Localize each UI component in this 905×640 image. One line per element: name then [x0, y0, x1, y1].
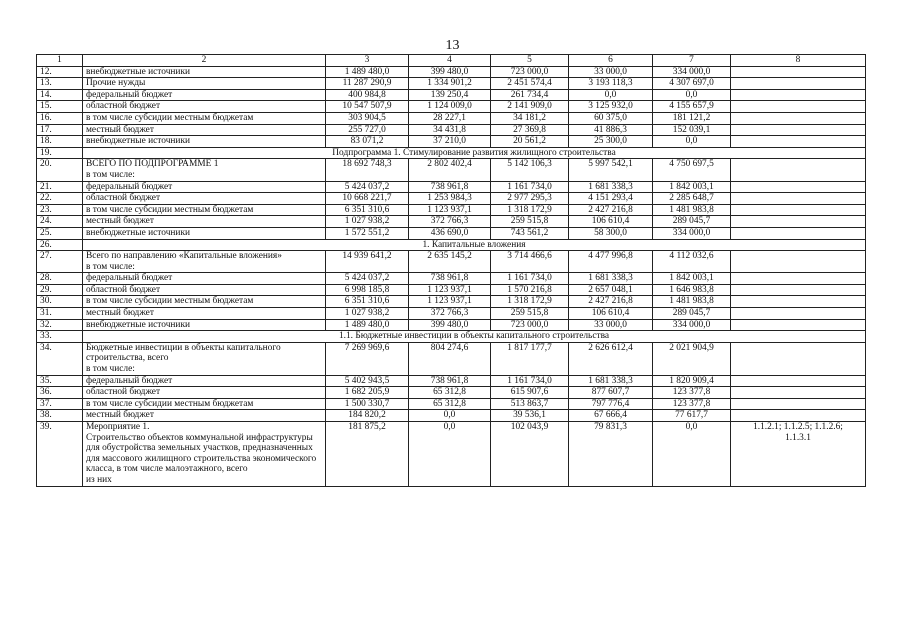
value-col-3: 18 692 748,3	[326, 159, 409, 181]
value-col-3: 303 904,5	[326, 112, 409, 124]
section-title: 1. Капитальные вложения	[83, 239, 866, 251]
table-row	[37, 78, 866, 90]
reference-col-8	[731, 216, 866, 228]
row-number: 25.	[37, 227, 83, 239]
value-col-3: 1 500 330,7	[326, 398, 409, 410]
table-row	[37, 112, 866, 124]
value-col-4: 804 274,6	[409, 342, 491, 375]
table-body	[37, 55, 866, 487]
row-label: Бюджетные инвестиции в объекты капитального строительства, всего в том числе:	[83, 342, 326, 375]
row-label: Всего по направлению «Капитальные вложения» в том числе:	[83, 251, 326, 273]
value-col-4: 1 253 984,3	[409, 193, 491, 205]
value-col-4: 65 312,8	[409, 398, 491, 410]
value-col-6: 2 657 048,1	[569, 284, 653, 296]
value-col-4: 372 766,3	[409, 216, 491, 228]
value-col-6: 60 375,0	[569, 112, 653, 124]
reference-col-8: 1.1.2.1; 1.1.2.5; 1.1.2.6; 1.1.3.1	[731, 422, 866, 487]
value-col-6: 41 886,3	[569, 124, 653, 136]
row-number: 14.	[37, 89, 83, 101]
row-number: 20.	[37, 159, 83, 181]
table-row	[37, 375, 866, 387]
value-col-4: 1 124 009,0	[409, 101, 491, 113]
page-number: 13	[445, 38, 460, 53]
row-number: 15.	[37, 101, 83, 113]
value-col-4: 1 123 937,1	[409, 284, 491, 296]
table-row	[37, 284, 866, 296]
value-col-3: 83 071,2	[326, 136, 409, 148]
row-number: 17.	[37, 124, 83, 136]
row-label: ВСЕГО ПО ПОДПРОГРАММЕ 1 в том числе:	[83, 159, 326, 181]
table-row	[37, 89, 866, 101]
row-label: областной бюджет	[83, 284, 326, 296]
row-number: 18.	[37, 136, 83, 148]
value-col-3: 5 424 037,2	[326, 181, 409, 193]
value-col-4: 399 480,0	[409, 66, 491, 78]
value-col-5: 20 561,2	[491, 136, 569, 148]
value-col-7: 1 842 003,1	[653, 273, 731, 285]
value-col-7: 2 285 648,7	[653, 193, 731, 205]
value-col-6: 67 666,4	[569, 410, 653, 422]
value-col-6: 4 151 293,4	[569, 193, 653, 205]
row-label: областной бюджет	[83, 387, 326, 399]
table-row	[37, 216, 866, 228]
reference-col-8	[731, 296, 866, 308]
value-col-6: 106 610,4	[569, 216, 653, 228]
table-row	[37, 273, 866, 285]
value-col-7: 4 750 697,5	[653, 159, 731, 181]
column-header: 6	[569, 55, 653, 67]
row-number: 22.	[37, 193, 83, 205]
value-col-6: 0,0	[569, 89, 653, 101]
value-col-6: 2 427 216,8	[569, 296, 653, 308]
value-col-3: 6 998 185,8	[326, 284, 409, 296]
value-col-7: 152 039,1	[653, 124, 731, 136]
value-col-5: 2 141 909,0	[491, 101, 569, 113]
section-header-row	[37, 239, 866, 251]
row-label: федеральный бюджет	[83, 181, 326, 193]
value-col-7: 123 377,8	[653, 398, 731, 410]
value-col-6: 3 125 932,0	[569, 101, 653, 113]
value-col-5: 1 161 734,0	[491, 273, 569, 285]
budget-table	[36, 54, 866, 487]
value-col-6: 877 607,7	[569, 387, 653, 399]
reference-col-8	[731, 251, 866, 273]
table-row	[37, 398, 866, 410]
value-col-7: 0,0	[653, 422, 731, 487]
value-col-6: 25 300,0	[569, 136, 653, 148]
value-col-4: 1 123 937,1	[409, 204, 491, 216]
reference-col-8	[731, 89, 866, 101]
table-row	[37, 101, 866, 113]
value-col-6: 79 831,3	[569, 422, 653, 487]
value-col-3: 11 287 290,9	[326, 78, 409, 90]
reference-col-8	[731, 308, 866, 320]
value-col-7: 289 045,7	[653, 308, 731, 320]
row-label: в том числе субсидии местным бюджетам	[83, 204, 326, 216]
row-number: 13.	[37, 78, 83, 90]
value-col-5: 2 977 295,3	[491, 193, 569, 205]
value-col-7: 181 121,2	[653, 112, 731, 124]
value-col-4: 1 123 937,1	[409, 296, 491, 308]
value-col-5: 615 907,6	[491, 387, 569, 399]
value-col-3: 255 727,0	[326, 124, 409, 136]
value-col-4: 37 210,0	[409, 136, 491, 148]
row-label: в том числе субсидии местным бюджетам	[83, 296, 326, 308]
table-row	[37, 308, 866, 320]
reference-col-8	[731, 101, 866, 113]
value-col-6: 2 427 216,8	[569, 204, 653, 216]
row-number: 21.	[37, 181, 83, 193]
column-header: 2	[83, 55, 326, 67]
reference-col-8	[731, 273, 866, 285]
row-number: 28.	[37, 273, 83, 285]
row-number: 39.	[37, 422, 83, 487]
reference-col-8	[731, 342, 866, 375]
value-col-6: 58 300,0	[569, 227, 653, 239]
reference-col-8	[731, 227, 866, 239]
row-label: Прочие нужды	[83, 78, 326, 90]
value-col-7: 123 377,8	[653, 387, 731, 399]
value-col-7: 334 000,0	[653, 227, 731, 239]
value-col-4: 738 961,8	[409, 273, 491, 285]
value-col-3: 184 820,2	[326, 410, 409, 422]
row-number: 16.	[37, 112, 83, 124]
table-row	[37, 66, 866, 78]
value-col-6: 1 681 338,3	[569, 375, 653, 387]
value-col-5: 259 515,8	[491, 308, 569, 320]
value-col-5: 1 570 216,8	[491, 284, 569, 296]
row-label: областной бюджет	[83, 193, 326, 205]
reference-col-8	[731, 193, 866, 205]
value-col-5: 261 734,4	[491, 89, 569, 101]
table-row	[37, 319, 866, 331]
row-number: 23.	[37, 204, 83, 216]
value-col-3: 400 984,8	[326, 89, 409, 101]
value-col-5: 1 817 177,7	[491, 342, 569, 375]
section-title: 1.1. Бюджетные инвестиции в объекты капитального строительства	[83, 331, 866, 343]
value-col-5: 1 161 734,0	[491, 181, 569, 193]
value-col-7: 1 842 003,1	[653, 181, 731, 193]
section-header-row	[37, 147, 866, 159]
value-col-3: 10 668 221,7	[326, 193, 409, 205]
table-row	[37, 159, 866, 181]
column-header: 5	[491, 55, 569, 67]
reference-col-8	[731, 112, 866, 124]
value-col-7: 1 481 983,8	[653, 204, 731, 216]
reference-col-8	[731, 284, 866, 296]
row-label: внебюджетные источники	[83, 319, 326, 331]
value-col-7: 0,0	[653, 136, 731, 148]
value-col-7: 77 617,7	[653, 410, 731, 422]
value-col-5: 743 561,2	[491, 227, 569, 239]
value-col-5: 27 369,8	[491, 124, 569, 136]
value-col-6: 1 681 338,3	[569, 273, 653, 285]
reference-col-8	[731, 410, 866, 422]
value-col-6: 33 000,0	[569, 66, 653, 78]
value-col-4: 2 802 402,4	[409, 159, 491, 181]
row-label: внебюджетные источники	[83, 136, 326, 148]
value-col-7: 4 155 657,9	[653, 101, 731, 113]
reference-col-8	[731, 78, 866, 90]
column-header: 8	[731, 55, 866, 67]
value-col-5: 1 318 172,9	[491, 204, 569, 216]
reference-col-8	[731, 124, 866, 136]
row-label: местный бюджет	[83, 308, 326, 320]
section-title: Подпрограмма 1. Стимулирование развития жилищного строительства	[83, 147, 866, 159]
row-number: 35.	[37, 375, 83, 387]
row-label: внебюджетные источники	[83, 227, 326, 239]
table-row	[37, 136, 866, 148]
value-col-3: 7 269 969,6	[326, 342, 409, 375]
row-number: 36.	[37, 387, 83, 399]
value-col-6: 4 477 996,8	[569, 251, 653, 273]
value-col-3: 181 875,2	[326, 422, 409, 487]
value-col-3: 6 351 310,6	[326, 204, 409, 216]
value-col-3: 1 682 205,9	[326, 387, 409, 399]
value-col-4: 372 766,3	[409, 308, 491, 320]
value-col-5: 513 863,7	[491, 398, 569, 410]
row-label: внебюджетные источники	[83, 66, 326, 78]
row-label: федеральный бюджет	[83, 375, 326, 387]
table-row	[37, 251, 866, 273]
reference-col-8	[731, 387, 866, 399]
table-row	[37, 296, 866, 308]
value-col-7: 4 112 032,6	[653, 251, 731, 273]
table-row	[37, 342, 866, 375]
value-col-5: 1 318 172,9	[491, 296, 569, 308]
column-header: 3	[326, 55, 409, 67]
value-col-6: 1 681 338,3	[569, 181, 653, 193]
row-number: 38.	[37, 410, 83, 422]
value-col-3: 5 424 037,2	[326, 273, 409, 285]
table-row	[37, 124, 866, 136]
value-col-7: 0,0	[653, 89, 731, 101]
row-label: федеральный бюджет	[83, 273, 326, 285]
value-col-7: 1 646 983,8	[653, 284, 731, 296]
table-row	[37, 193, 866, 205]
value-col-3: 1 027 938,2	[326, 308, 409, 320]
value-col-4: 436 690,0	[409, 227, 491, 239]
table-row	[37, 387, 866, 399]
value-col-3: 14 939 641,2	[326, 251, 409, 273]
table-row	[37, 204, 866, 216]
value-col-3: 6 351 310,6	[326, 296, 409, 308]
row-label: местный бюджет	[83, 124, 326, 136]
column-header: 1	[37, 55, 83, 67]
value-col-3: 5 402 943,5	[326, 375, 409, 387]
row-label: в том числе субсидии местным бюджетам	[83, 112, 326, 124]
column-header: 7	[653, 55, 731, 67]
value-col-5: 723 000,0	[491, 66, 569, 78]
value-col-4: 65 312,8	[409, 387, 491, 399]
value-col-6: 33 000,0	[569, 319, 653, 331]
row-number: 19.	[37, 147, 83, 159]
row-label: местный бюджет	[83, 216, 326, 228]
value-col-5: 259 515,8	[491, 216, 569, 228]
row-number: 34.	[37, 342, 83, 375]
value-col-4: 738 961,8	[409, 181, 491, 193]
table-row	[37, 227, 866, 239]
value-col-4: 139 250,4	[409, 89, 491, 101]
row-label: федеральный бюджет	[83, 89, 326, 101]
value-col-4: 738 961,8	[409, 375, 491, 387]
reference-col-8	[731, 375, 866, 387]
value-col-7: 1 481 983,8	[653, 296, 731, 308]
row-number: 29.	[37, 284, 83, 296]
column-header: 4	[409, 55, 491, 67]
row-label: областной бюджет	[83, 101, 326, 113]
value-col-6: 3 193 118,3	[569, 78, 653, 90]
value-col-5: 39 536,1	[491, 410, 569, 422]
value-col-7: 334 000,0	[653, 66, 731, 78]
value-col-3: 1 027 938,2	[326, 216, 409, 228]
row-number: 12.	[37, 66, 83, 78]
reference-col-8	[731, 319, 866, 331]
section-header-row	[37, 331, 866, 343]
value-col-4: 1 334 901,2	[409, 78, 491, 90]
value-col-5: 34 181,2	[491, 112, 569, 124]
value-col-6: 5 997 542,1	[569, 159, 653, 181]
value-col-6: 2 626 612,4	[569, 342, 653, 375]
value-col-4: 0,0	[409, 422, 491, 487]
value-col-7: 1 820 909,4	[653, 375, 731, 387]
value-col-7: 2 021 904,9	[653, 342, 731, 375]
row-number: 32.	[37, 319, 83, 331]
value-col-5: 723 000,0	[491, 319, 569, 331]
value-col-5: 1 161 734,0	[491, 375, 569, 387]
row-label: Мероприятие 1. Строительство объектов коммунальной инфраструктуры для обустройства земельных участков, предназначенных для массового жилищного строительства экономического класса, в том числе малоэтажного, всего из них	[83, 422, 326, 487]
value-col-3: 1 572 551,2	[326, 227, 409, 239]
row-number: 33.	[37, 331, 83, 343]
value-col-4: 34 431,8	[409, 124, 491, 136]
value-col-4: 399 480,0	[409, 319, 491, 331]
value-col-4: 0,0	[409, 410, 491, 422]
value-col-6: 106 610,4	[569, 308, 653, 320]
value-col-3: 1 489 480,0	[326, 319, 409, 331]
value-col-5: 3 714 466,6	[491, 251, 569, 273]
reference-col-8	[731, 159, 866, 181]
value-col-6: 797 776,4	[569, 398, 653, 410]
value-col-4: 28 227,1	[409, 112, 491, 124]
value-col-7: 4 307 697,0	[653, 78, 731, 90]
table-header-row	[37, 55, 866, 67]
row-number: 30.	[37, 296, 83, 308]
row-label: в том числе субсидии местным бюджетам	[83, 398, 326, 410]
row-number: 37.	[37, 398, 83, 410]
table-row	[37, 181, 866, 193]
value-col-3: 10 547 507,9	[326, 101, 409, 113]
reference-col-8	[731, 398, 866, 410]
value-col-3: 1 489 480,0	[326, 66, 409, 78]
table-row	[37, 422, 866, 487]
row-label: местный бюджет	[83, 410, 326, 422]
value-col-7: 334 000,0	[653, 319, 731, 331]
value-col-4: 2 635 145,2	[409, 251, 491, 273]
table-row	[37, 410, 866, 422]
value-col-5: 2 451 574,4	[491, 78, 569, 90]
reference-col-8	[731, 181, 866, 193]
value-col-5: 5 142 106,3	[491, 159, 569, 181]
row-number: 27.	[37, 251, 83, 273]
value-col-7: 289 045,7	[653, 216, 731, 228]
reference-col-8	[731, 204, 866, 216]
row-number: 26.	[37, 239, 83, 251]
reference-col-8	[731, 66, 866, 78]
row-number: 31.	[37, 308, 83, 320]
value-col-5: 102 043,9	[491, 422, 569, 487]
reference-col-8	[731, 136, 866, 148]
row-number: 24.	[37, 216, 83, 228]
